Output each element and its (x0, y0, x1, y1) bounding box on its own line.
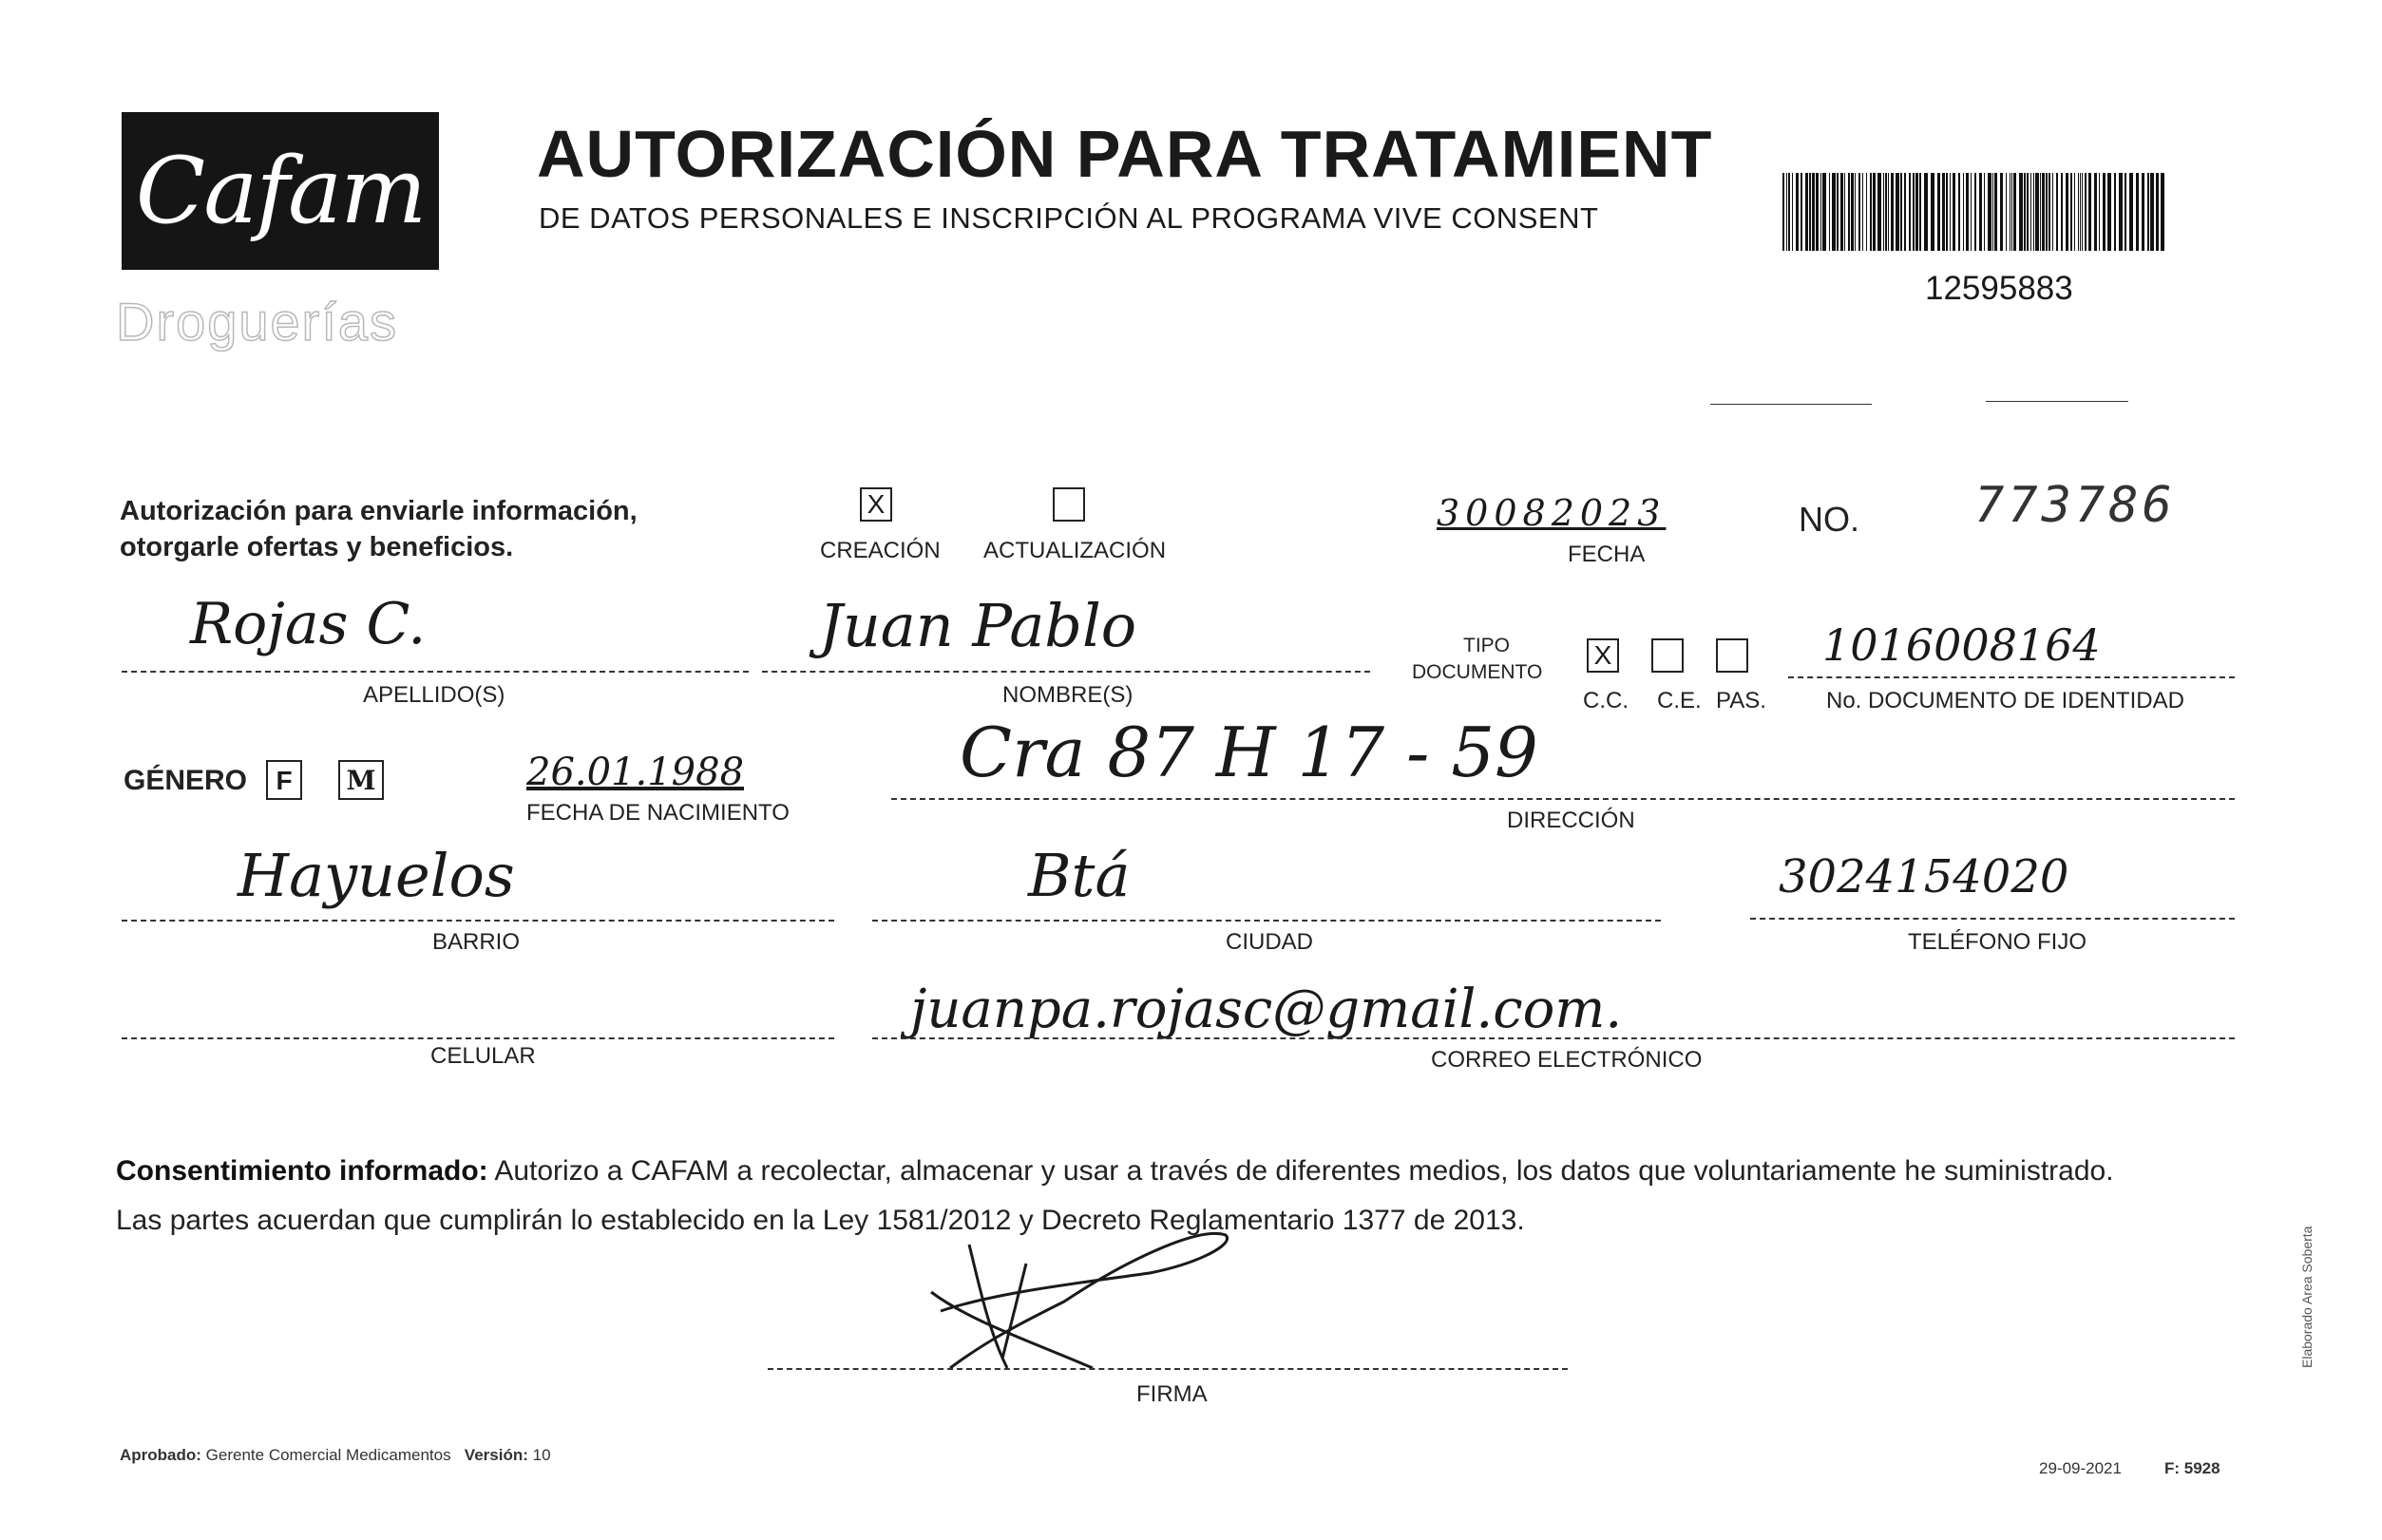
tipo-label: TIPO (1463, 635, 1511, 656)
barcode (1782, 173, 2166, 251)
version-label: Versión: (464, 1446, 528, 1464)
direccion-value[interactable]: Cra 87 H 17 - 59 (960, 713, 1538, 792)
firma-label: FIRMA (1136, 1381, 1208, 1407)
fecha-value[interactable]: 30082023 (1437, 492, 1667, 534)
cc-label: C.C. (1583, 688, 1629, 713)
firma-line (768, 1368, 1568, 1370)
genero-f-checkbox[interactable]: F (266, 760, 302, 800)
cc-checkbox[interactable]: X (1587, 638, 1619, 673)
footer-code: F: 5928 (2164, 1459, 2220, 1477)
genero-label: GÉNERO (124, 765, 248, 796)
nombres-value[interactable]: Juan Pablo (819, 591, 1137, 660)
apellidos-line (122, 671, 749, 673)
telefono-value[interactable]: 3024154020 (1779, 850, 2069, 903)
correo-label: CORREO ELECTRÓNICO (1431, 1047, 1703, 1073)
ciudad-value[interactable]: Btá (1028, 841, 1131, 910)
logo-subtitle: Droguerías (116, 292, 399, 352)
direccion-line (891, 798, 2235, 800)
documento-line (1788, 676, 2235, 678)
celular-line (122, 1037, 834, 1039)
ciudad-label: CIUDAD (1226, 929, 1314, 955)
no-label: NO. (1799, 500, 1860, 539)
creacion-checkbox[interactable]: X (860, 487, 892, 522)
footer-date: 29-09-2021 (2039, 1459, 2122, 1477)
consent-line-2: Las partes acuerdan que cumplirán lo establecido en la Ley 1581/2012 y Decreto Reglamentario 1377 de 2013. (116, 1205, 1525, 1236)
ce-label: C.E. (1657, 688, 1702, 713)
form-subtitle: DE DATOS PERSONALES E INSCRIPCIÓN AL PROGRAMA VIVE CONSENT (539, 201, 1599, 235)
pas-label: PAS. (1716, 688, 1766, 713)
ciudad-line (872, 920, 1661, 922)
documento-label: No. DOCUMENTO DE IDENTIDAD (1826, 688, 2184, 713)
celular-label: CELULAR (430, 1043, 536, 1069)
side-print-note: Elaborado Area Soberta (2299, 1226, 2315, 1368)
correo-line (872, 1037, 2235, 1039)
direccion-label: DIRECCIÓN (1507, 808, 1635, 833)
consent-line-1 (116, 1150, 2114, 1193)
correo-value[interactable]: juanpa.rojasc@gmail.com. (910, 979, 1623, 1040)
actualizacion-label: ACTUALIZACIÓN (983, 538, 1167, 563)
footer-approval (120, 1446, 551, 1465)
cafam-logo: Cafam (135, 138, 426, 244)
form-title: AUTORIZACIÓN PARA TRATAMIENT (537, 117, 1713, 191)
documento-type-label: DOCUMENTO (1412, 661, 1543, 683)
barrio-value[interactable]: Hayuelos (238, 841, 515, 910)
version-value: 10 (532, 1446, 551, 1464)
signature-image (912, 1226, 1273, 1378)
consent-text: Autorizo a CAFAM a recolectar, almacenar y usar a través de diferentes medios, los datos que voluntariamente he suministrado. (494, 1155, 2114, 1187)
aprobado-value: Gerente Comercial Medicamentos (205, 1446, 451, 1464)
creacion-label: CREACIÓN (820, 538, 941, 563)
form-number: 773786 (1974, 477, 2176, 534)
ce-checkbox[interactable] (1651, 638, 1684, 673)
telefono-label: TELÉFONO FIJO (1908, 929, 2087, 955)
nombres-line (762, 671, 1370, 673)
intro-line-1: Autorización para enviarle información, (120, 496, 638, 526)
barrio-label: BARRIO (432, 929, 521, 955)
aprobado-label: Aprobado: (120, 1446, 201, 1464)
pas-checkbox[interactable] (1716, 638, 1748, 673)
fecha-label: FECHA (1568, 542, 1646, 567)
apellidos-label: APELLIDO(S) (363, 682, 505, 708)
intro-line-2: otorgarle ofertas y beneficios. (120, 532, 514, 562)
consent-heading: Consentimiento informado: (116, 1155, 488, 1187)
nacimiento-label: FECHA DE NACIMIENTO (526, 800, 790, 826)
nacimiento-value[interactable]: 26.01.1988 (526, 751, 745, 794)
decor-rule (1986, 401, 2128, 402)
decor-rule (1710, 404, 1872, 405)
telefono-line (1750, 918, 2235, 920)
genero-m-checkbox[interactable]: M (338, 760, 384, 800)
apellidos-value[interactable]: Rojas C. (190, 591, 427, 657)
documento-value[interactable]: 1016008164 (1822, 619, 2101, 671)
barrio-line (122, 920, 834, 922)
actualizacion-checkbox[interactable] (1053, 487, 1085, 522)
nombres-label: NOMBRE(S) (1002, 682, 1134, 708)
barcode-number: 12595883 (1925, 270, 2073, 307)
